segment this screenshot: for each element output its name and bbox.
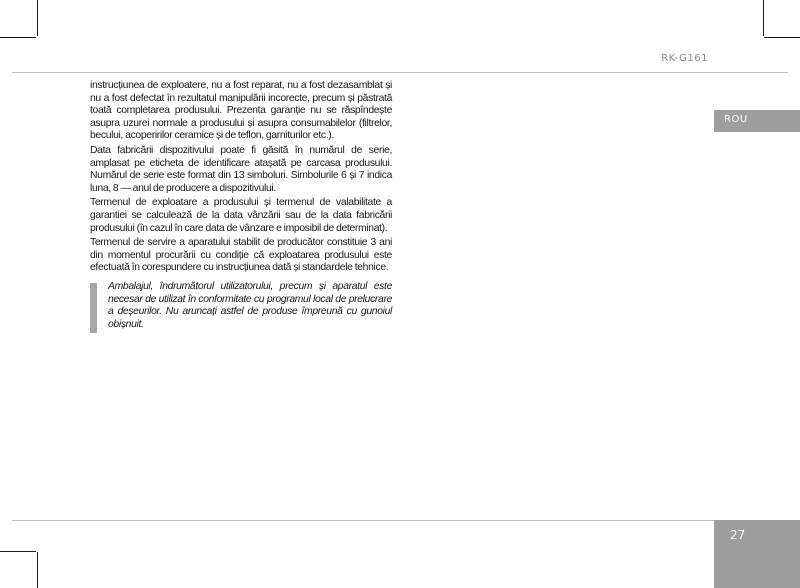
paragraph: instrucțiunea de exploatere, nu a fost reparat, nu a fost dezasamblat și nu a fost defectat în rezultatul manipulării incorecte, precum și păstrată toată completarea produsului. Prezenta garanție nu se răspîndește asupra uzurei normale a produsului și asupra consumabilelor (filtrelor, becului, acoperirilor ceramice și de teflon, garniturilor etc.). <box>90 80 392 142</box>
page-content <box>90 80 392 331</box>
paragraph: Termenul de servire a aparatului stabilit de producător constituie 3 ani din momentul procurării cu condiție că exploatarea produsului este efectuată în corespundere cu instrucțiunea dată și standardele tehnice. <box>90 237 392 274</box>
crop-mark <box>764 37 800 38</box>
crop-mark <box>37 552 38 588</box>
crop-mark <box>0 551 36 552</box>
page-number-box <box>714 520 800 588</box>
page-number: 27 <box>730 528 746 542</box>
recycling-note <box>90 281 392 331</box>
paragraph: Termenul de exploatare a produsului și termenul de valabilitate a garantiei se calculează de la data vânzării sau de la data fabricării produsului (în cazul în care data de vânzare e imposibil de determinat). <box>90 197 392 234</box>
crop-mark <box>0 37 36 38</box>
header-rule <box>12 72 788 73</box>
language-tab-label: ROU <box>724 114 748 125</box>
language-tab <box>714 110 800 132</box>
model-code: RK-G161 <box>661 53 708 64</box>
crop-mark <box>37 0 38 36</box>
footer-rule <box>12 520 788 521</box>
note-text: Ambalajul, îndrumătorul utilizatorului, precum și aparatul este necesar de utilizat în conformitate cu programul local de prelucrare a deșeurilor. Nu aruncați astfel de produse împreună cu gunoiul obișnuit. <box>108 280 392 330</box>
paragraph: Data fabricării dispozitivului poate fi găsită în numărul de serie, amplasat pe eticheta de identificare atașată pe carcasa produsului. Numărul de serie este format din 13 simboluri. Simbolurile 6 și 7 indica luna, 8 — anul de producere a dispozitivului. <box>90 144 392 194</box>
note-bar <box>90 283 97 333</box>
crop-mark <box>763 0 764 36</box>
